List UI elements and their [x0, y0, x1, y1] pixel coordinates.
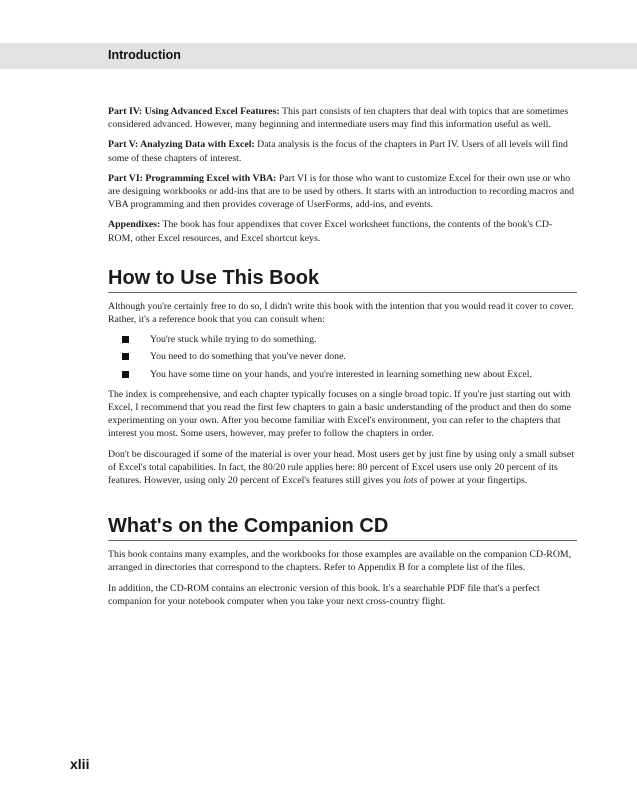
discouraged-paragraph: [108, 448, 577, 488]
header-title: Introduction: [108, 48, 181, 62]
appendixes-lead: Appendixes:: [108, 219, 161, 231]
emphasis-lots: lots: [403, 475, 418, 487]
heading-companion-cd: What's on the Companion CD: [108, 514, 577, 541]
part-vi-text: Part VI is for those who want to customize Excel for their own use or who are designing workbooks or add-ins that are to be used by others. It starts with an introduction to recording macros and VBA programming and then provides coverage of UserForms, add-ins, and events.: [108, 172, 575, 211]
cd-paragraph-1: This book contains many examples, and the workbooks for those examples are available on the companion CD-ROM, arranged in directories that correspond to the chapters. Refer to Appendix B for a complete list of the files.: [108, 549, 572, 574]
bullet-text: You have some time on your hands, and you're interested in learning something new about Excel.: [150, 368, 532, 380]
part-iv-paragraph: [108, 105, 577, 131]
running-header: [0, 43, 637, 69]
discouraged-text-start: Don't be discouraged if some of the material is over your head. Most users get by just fine by using only a small subset of Excel's total capabilities. In fact, the 80/20 rule applies here: 80 percent of Excel users use only 20 percent of its features. However, using only 20 percent of Excel's features still gives you: [108, 448, 574, 487]
square-bullet-icon: [122, 371, 129, 378]
part-v-lead: Part V: Analyzing Data with Excel:: [108, 139, 255, 151]
appendixes-paragraph: [108, 218, 577, 244]
list-item: [122, 333, 577, 346]
index-paragraph: The index is comprehensive, and each chapter typically focuses on a single broad topic. If you're just starting out with Excel, I recommend that you read the first few chapters to gain a basic understanding of the product and then do some experimenting on your own. After you become familiar with Excel's environment, you can refer to the chapters that interest you most. Some users, however, may prefer to follow the chapters in order.: [108, 388, 572, 440]
bullet-text: You need to do something that you've never done.: [150, 351, 346, 363]
square-bullet-icon: [122, 353, 129, 360]
part-vi-paragraph: [108, 172, 577, 212]
discouraged-text-end: of power at your fingertips.: [417, 475, 528, 487]
square-bullet-icon: [122, 336, 129, 343]
list-item: [122, 350, 577, 363]
cd-paragraph-2: In addition, the CD-ROM contains an electronic version of this book. It's a searchable PDF file that's a perfect companion for your notebook computer when you take your next cross-country flight.: [108, 582, 540, 607]
heading-how-to-use: How to Use This Book: [108, 266, 577, 293]
usage-bullet-list: [108, 333, 577, 381]
how-to-use-intro: Although you're certainly free to do so, I didn't write this book with the intention that you would read it cover to cover. Rather, it's a reference book that you can consult when:: [108, 300, 574, 326]
list-item: [122, 368, 577, 381]
part-v-text: Data analysis is the focus of the chapters in Part IV. Users of all levels will find some of these chapters of interest.: [108, 139, 568, 164]
bullet-text: You're stuck while trying to do something.: [150, 334, 317, 346]
page-number: xlii: [70, 756, 90, 772]
part-iv-text: This part consists of ten chapters that deal with topics that are sometimes considered advanced. However, many beginning and intermediate users may find this information useful as well.: [108, 106, 569, 131]
appendixes-text: The book has four appendixes that cover Excel worksheet functions, the contents of the book's CD-ROM, other Excel resources, and Excel shortcut keys.: [108, 219, 553, 244]
part-iv-lead: Part IV: Using Advanced Excel Features:: [108, 106, 280, 117]
part-vi-lead: Part VI: Programming Excel with VBA:: [108, 172, 277, 184]
part-v-paragraph: [108, 138, 577, 164]
page-body: [108, 105, 577, 615]
